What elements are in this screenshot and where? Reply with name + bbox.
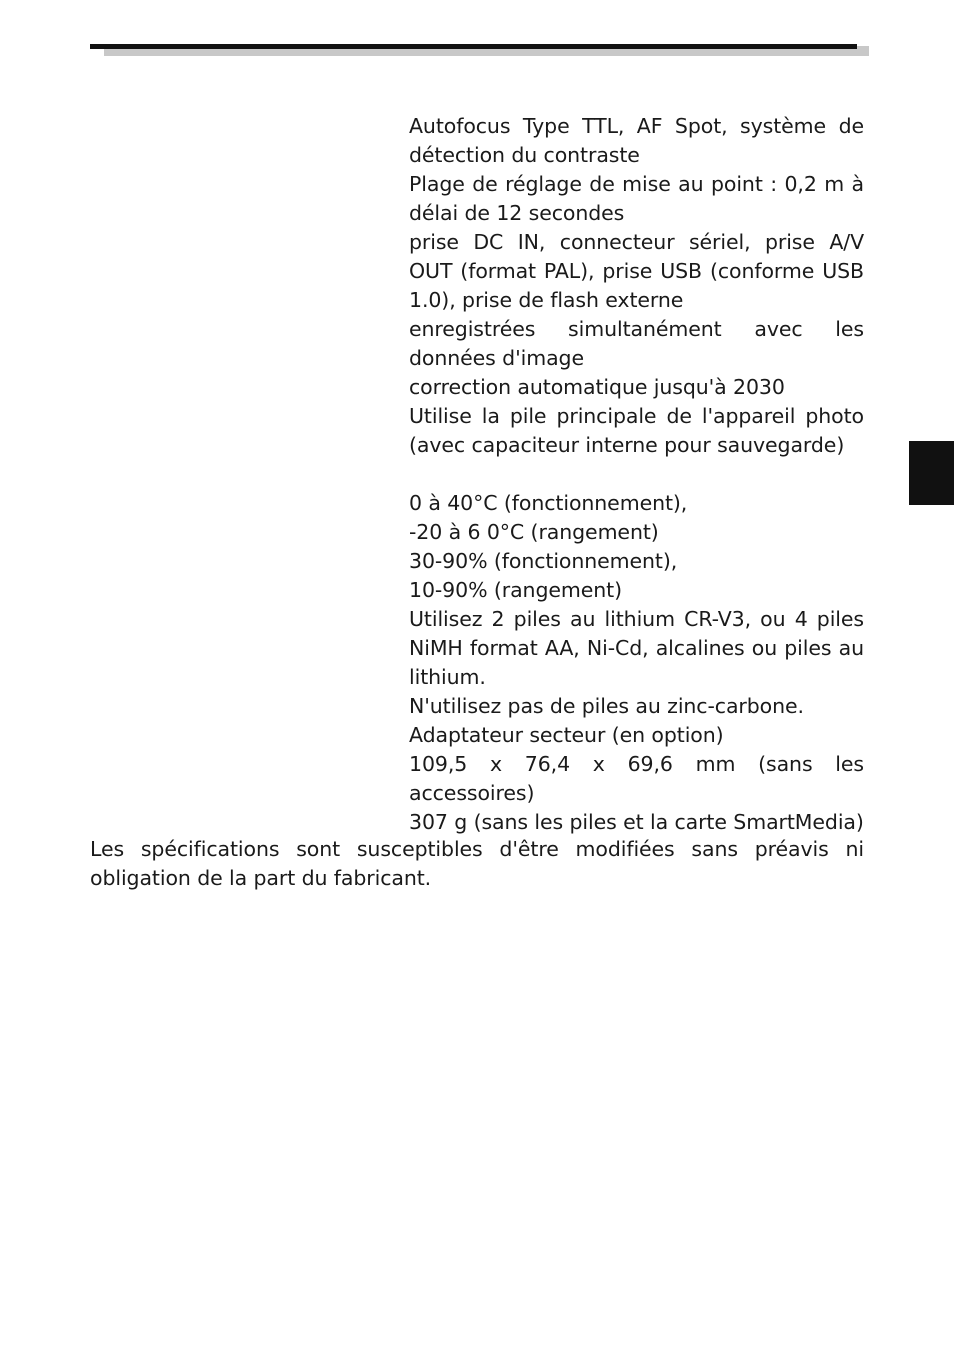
spec-operating-temperature: 0 à 40°C (fonctionnement), xyxy=(409,491,688,515)
spec-operating-humidity: 30-90% (fonctionnement), xyxy=(409,549,678,573)
spec-power-batteries: Utilisez 2 piles au lithium CR-V3, ou 4 piles NiMH format AA, Ni-Cd, alcalines ou piles au lithium. xyxy=(409,607,864,689)
spec-self-timer: délai de 12 secondes xyxy=(409,201,625,225)
spec-battery-warning: N'utilisez pas de piles au zinc-carbone. xyxy=(409,694,804,718)
section-tab-marker xyxy=(909,441,954,505)
spec-storage-humidity: 10-90% (rangement) xyxy=(409,578,622,602)
spec-autofocus: Autofocus Type TTL, AF Spot, système de détection du contraste xyxy=(409,114,864,167)
spec-weight: 307 g (sans les piles et la carte SmartMedia) xyxy=(409,810,864,834)
spec-connectors: prise DC IN, connecteur sériel, prise A/V OUT (format PAL), prise USB (conforme USB 1.0), prise de flash externe xyxy=(409,230,864,312)
spec-storage-temperature: -20 à 6 0°C (rangement) xyxy=(409,520,659,544)
spec-clock-battery: Utilise la pile principale de l'appareil photo (avec capaciteur interne pour sauvegarde) xyxy=(409,404,864,457)
specifications-disclaimer xyxy=(90,835,864,893)
spec-dimensions: 109,5 x 76,4 x 69,6 mm (sans les accessoires) xyxy=(409,752,864,805)
spec-calendar: correction automatique jusqu'à 2030 xyxy=(409,375,785,399)
spec-gap xyxy=(409,460,864,489)
spec-ac-adapter: Adaptateur secteur (en option) xyxy=(409,723,724,747)
spec-date-recording: enregistrées simultanément avec les données d'image xyxy=(409,317,864,370)
disclaimer-text: Les spécifications sont susceptibles d'être modifiées sans préavis ni obligation de la part du fabricant. xyxy=(90,837,864,890)
spec-focus-range: Plage de réglage de mise au point : 0,2 m à xyxy=(409,172,864,196)
specification-values xyxy=(409,112,864,837)
header-rule xyxy=(90,44,857,49)
